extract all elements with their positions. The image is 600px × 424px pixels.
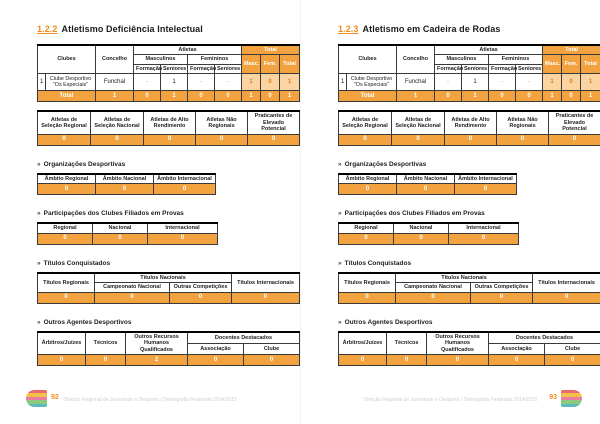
club-concelho: Funchal	[397, 74, 435, 91]
value-cell: 2	[126, 355, 188, 366]
col-selecao-regional: Atletas de Seleção Regional	[339, 111, 392, 134]
value-cell: 0	[95, 292, 170, 303]
values-row	[339, 355, 600, 366]
value-cell: 0	[38, 233, 93, 244]
value-cell: 0	[471, 292, 533, 303]
table-row	[38, 74, 300, 91]
cell-fem-seniores: -	[516, 74, 543, 91]
total-cell: 1	[280, 91, 300, 102]
section-number: 1.2.3	[338, 24, 359, 34]
value-cell: 0	[38, 134, 91, 145]
total-cell: 1	[543, 91, 562, 102]
col-internacional: Internacional	[449, 223, 519, 233]
col-elevado-potencial: Praticantes de Elevado Potencial	[248, 111, 300, 134]
club-name-line1: Clube Desportivo	[350, 76, 393, 83]
section-heading-label: Títulos Conquistados	[43, 259, 111, 267]
col-clube: Clube	[244, 344, 300, 355]
value-cell: 0	[489, 355, 545, 366]
col-masc-seniores: Seniores	[462, 64, 489, 73]
total-cell: 0	[261, 91, 280, 102]
col-ambito-regional: Âmbito Regional	[38, 174, 96, 184]
chevron-right-icon: »	[37, 210, 41, 218]
total-cell: 0	[215, 91, 242, 102]
chevron-right-icon: »	[338, 160, 342, 168]
section-heading-titulos	[338, 260, 600, 267]
col-total-masc: Masc.	[242, 55, 261, 74]
value-cell: 0	[427, 355, 489, 366]
col-selecao-regional: Atletas de Seleção Regional	[38, 111, 91, 134]
total-cell: 0	[489, 91, 516, 102]
cell-total-total: 1	[581, 74, 600, 91]
value-cell: 0	[96, 184, 154, 195]
value-cell: 0	[196, 134, 248, 145]
value-cell: 0	[188, 355, 244, 366]
col-total-total: Total	[581, 55, 600, 74]
cell-total-total: 1	[280, 74, 300, 91]
group-total: Total	[242, 45, 300, 55]
clubs-table	[37, 44, 300, 102]
page-footer	[0, 388, 300, 414]
values-row	[38, 184, 216, 195]
values-row	[38, 134, 300, 145]
value-cell: 0	[392, 134, 445, 145]
chevron-right-icon: »	[37, 259, 41, 267]
logo-stripe	[26, 404, 47, 407]
organizacoes-table	[338, 173, 517, 195]
value-cell: 0	[339, 184, 397, 195]
chevron-right-icon: »	[338, 318, 342, 326]
col-associacao: Associação	[188, 344, 244, 355]
value-cell: 0	[38, 292, 95, 303]
col-outros-rh: Outros Recursos Humanos Qualificados	[427, 332, 489, 355]
cell-masc-formacao: -	[134, 74, 161, 91]
section-title: Atletismo em Cadeira de Rodas	[362, 24, 501, 34]
footer-text: Direção Regional de Juventude e Desporto | Demografia Federada 2014/2015	[363, 397, 538, 403]
club-name-line2: "Os Especiais"	[353, 82, 390, 89]
col-total-masc: Masc.	[543, 55, 562, 74]
col-outros-rh: Outros Recursos Humanos Qualificados	[126, 332, 188, 355]
col-regional: Regional	[339, 223, 394, 233]
col-masc-formacao: Formação	[435, 64, 462, 73]
col-associacao: Associação	[489, 344, 545, 355]
cell-total-masc: 1	[543, 74, 562, 91]
group-titulos-nacionais: Títulos Nacionais	[396, 273, 533, 283]
total-cell: 1	[581, 91, 600, 102]
total-cell: 0	[562, 91, 581, 102]
table-row	[339, 74, 600, 91]
col-selecao-nacional: Atletas de Seleção Nacional	[91, 111, 144, 134]
col-total-fem: Fem.	[261, 55, 280, 74]
cell-masc-seniores: 1	[462, 74, 489, 91]
col-tecnicos: Técnicos	[86, 332, 126, 355]
group-femininos: Femininos	[489, 55, 543, 64]
values-row	[339, 134, 600, 145]
chevron-right-icon: »	[338, 259, 342, 267]
col-arbitros: Árbitros/Juízes	[38, 332, 86, 355]
agentes-table	[338, 331, 600, 366]
value-cell: 0	[339, 134, 392, 145]
values-row	[38, 233, 218, 244]
section-heading-organizacoes	[37, 161, 300, 168]
group-docentes: Docentes Destacados	[489, 332, 600, 344]
total-cell: 0	[134, 91, 161, 102]
total-row	[38, 91, 300, 102]
value-cell: 0	[248, 134, 300, 145]
col-masc-seniores: Seniores	[161, 64, 188, 73]
total-cell: 1	[397, 91, 435, 102]
section-heading-label: Participações dos Clubes Filiados em Provas	[43, 210, 184, 218]
col-titulos-regionais: Títulos Regionais	[38, 273, 95, 292]
total-cell: 1	[462, 91, 489, 102]
value-cell: 0	[387, 355, 427, 366]
col-ambito-internacional: Âmbito Internacional	[455, 174, 517, 184]
group-femininos: Femininos	[188, 55, 242, 64]
row-index: 1	[339, 74, 347, 91]
cell-total-fem: 0	[261, 74, 280, 91]
value-cell: 0	[144, 134, 196, 145]
group-masculinos: Masculinos	[134, 55, 188, 64]
col-outras-competicoes: Outras Competições	[471, 283, 533, 292]
section-number: 1.2.2	[37, 24, 58, 34]
cell-fem-seniores: -	[215, 74, 242, 91]
value-cell: 0	[394, 233, 449, 244]
value-cell: 0	[86, 355, 126, 366]
section-heading-agentes	[37, 319, 300, 326]
value-cell: 0	[244, 355, 300, 366]
row-index: 1	[38, 74, 46, 91]
section-heading-label: Organizações Desportivas	[344, 160, 427, 168]
value-cell: 0	[148, 233, 218, 244]
section-heading-organizacoes	[338, 161, 600, 168]
section-heading-participacoes	[37, 210, 300, 217]
values-row	[339, 292, 600, 303]
col-titulos-internacionais: Títulos Internacionais	[232, 273, 300, 292]
chevron-right-icon: »	[37, 318, 41, 326]
cell-total-fem: 0	[562, 74, 581, 91]
total-label: Total	[339, 91, 397, 102]
athlete-categories-table	[338, 110, 600, 145]
value-cell: 0	[545, 355, 600, 366]
cell-fem-formacao: -	[188, 74, 215, 91]
col-fem-formacao: Formação	[489, 64, 516, 73]
col-concelho: Concelho	[96, 45, 134, 74]
group-docentes: Docentes Destacados	[188, 332, 300, 344]
values-row	[38, 292, 300, 303]
col-concelho: Concelho	[397, 45, 435, 74]
section-title: Atletismo Deficiência Intelectual	[61, 24, 203, 34]
value-cell: 0	[93, 233, 148, 244]
col-elevado-potencial: Praticantes de Elevado Potencial	[549, 111, 600, 134]
col-campeonato-nacional: Campeonato Nacional	[396, 283, 471, 292]
group-atletas: Atletas	[435, 45, 543, 55]
section-heading-label: Organizações Desportivas	[43, 160, 126, 168]
club-concelho: Funchal	[96, 74, 134, 91]
club-name	[46, 74, 96, 91]
value-cell: 0	[549, 134, 600, 145]
page-title	[338, 24, 600, 34]
titulos-table	[338, 272, 600, 304]
col-arbitros: Árbitros/Juízes	[339, 332, 387, 355]
col-titulos-internacionais: Títulos Internacionais	[533, 273, 600, 292]
col-clubes: Clubes	[339, 45, 397, 74]
col-total-total: Total	[280, 55, 300, 74]
col-internacional: Internacional	[148, 223, 218, 233]
value-cell: 0	[339, 355, 387, 366]
total-row	[339, 91, 600, 102]
total-cell: 1	[242, 91, 261, 102]
participacoes-table	[338, 222, 519, 244]
clubs-table	[338, 44, 600, 102]
value-cell: 0	[497, 134, 549, 145]
col-campeonato-nacional: Campeonato Nacional	[95, 283, 170, 292]
titulos-table	[37, 272, 300, 304]
col-nacional: Nacional	[394, 223, 449, 233]
col-selecao-nacional: Atletas de Seleção Nacional	[392, 111, 445, 134]
total-cell: 0	[435, 91, 462, 102]
group-masculinos: Masculinos	[435, 55, 489, 64]
cell-masc-formacao: -	[435, 74, 462, 91]
col-ambito-regional: Âmbito Regional	[339, 174, 397, 184]
col-ambito-nacional: Âmbito Nacional	[96, 174, 154, 184]
col-titulos-regionais: Títulos Regionais	[339, 273, 396, 292]
chevron-right-icon: »	[37, 160, 41, 168]
total-label: Total	[38, 91, 96, 102]
value-cell: 0	[339, 292, 396, 303]
section-heading-agentes	[338, 319, 600, 326]
cell-total-masc: 1	[242, 74, 261, 91]
section-heading-label: Outros Agentes Desportivos	[43, 318, 132, 326]
total-cell: 1	[96, 91, 134, 102]
page-title	[37, 24, 300, 34]
club-name-line1: Clube Desportivo	[49, 76, 92, 83]
col-ambito-internacional: Âmbito Internacional	[154, 174, 216, 184]
page-right	[300, 0, 600, 424]
page-number: 93	[549, 394, 557, 401]
organizacoes-table	[37, 173, 216, 195]
col-alto-rendimento: Atletas de Alto Rendimento	[445, 111, 497, 134]
col-ambito-nacional: Âmbito Nacional	[397, 174, 455, 184]
col-alto-rendimento: Atletas de Alto Rendimento	[144, 111, 196, 134]
col-regional: Regional	[38, 223, 93, 233]
total-cell: 0	[188, 91, 215, 102]
section-heading-participacoes	[338, 210, 600, 217]
group-atletas: Atletas	[134, 45, 242, 55]
value-cell: 0	[533, 292, 600, 303]
logo-stripe	[561, 404, 582, 407]
chevron-right-icon: »	[338, 210, 342, 218]
col-fem-seniores: Seniores	[516, 64, 543, 73]
value-cell: 0	[91, 134, 144, 145]
page-footer	[301, 388, 600, 414]
value-cell: 0	[449, 233, 519, 244]
value-cell: 0	[154, 184, 216, 195]
col-fem-seniores: Seniores	[215, 64, 242, 73]
col-nao-regionais: Atletas Não Regionais	[196, 111, 248, 134]
group-total: Total	[543, 45, 600, 55]
club-name-line2: "Os Especiais"	[52, 82, 89, 89]
club-name	[347, 74, 397, 91]
col-nao-regionais: Atletas Não Regionais	[497, 111, 549, 134]
section-heading-label: Títulos Conquistados	[344, 259, 412, 267]
value-cell: 0	[38, 184, 96, 195]
col-nacional: Nacional	[93, 223, 148, 233]
values-row	[38, 355, 300, 366]
col-tecnicos: Técnicos	[387, 332, 427, 355]
value-cell: 0	[339, 233, 394, 244]
section-heading-label: Participações dos Clubes Filiados em Provas	[344, 210, 485, 218]
agentes-table	[37, 331, 300, 366]
section-heading-label: Outros Agentes Desportivos	[344, 318, 433, 326]
cell-masc-seniores: 1	[161, 74, 188, 91]
col-clube: Clube	[545, 344, 600, 355]
values-row	[339, 233, 519, 244]
col-fem-formacao: Formação	[188, 64, 215, 73]
value-cell: 0	[397, 184, 455, 195]
cell-fem-formacao: -	[489, 74, 516, 91]
col-clubes: Clubes	[38, 45, 96, 74]
values-row	[339, 184, 517, 195]
col-masc-formacao: Formação	[134, 64, 161, 73]
col-total-fem: Fem.	[562, 55, 581, 74]
col-outras-competicoes: Outras Competições	[170, 283, 232, 292]
value-cell: 0	[445, 134, 497, 145]
section-heading-titulos	[37, 260, 300, 267]
footer-text: Direção Regional de Juventude e Desporto | Demografia Federada 2014/2015	[63, 397, 237, 403]
athlete-categories-table	[37, 110, 300, 145]
total-cell: 0	[516, 91, 543, 102]
participacoes-table	[37, 222, 218, 244]
group-titulos-nacionais: Títulos Nacionais	[95, 273, 232, 283]
value-cell: 0	[396, 292, 471, 303]
page-number: 92	[51, 394, 59, 401]
value-cell: 0	[455, 184, 517, 195]
value-cell: 0	[232, 292, 300, 303]
value-cell: 0	[170, 292, 232, 303]
value-cell: 0	[38, 355, 86, 366]
drjd-logo-icon	[561, 390, 582, 407]
total-cell: 1	[161, 91, 188, 102]
